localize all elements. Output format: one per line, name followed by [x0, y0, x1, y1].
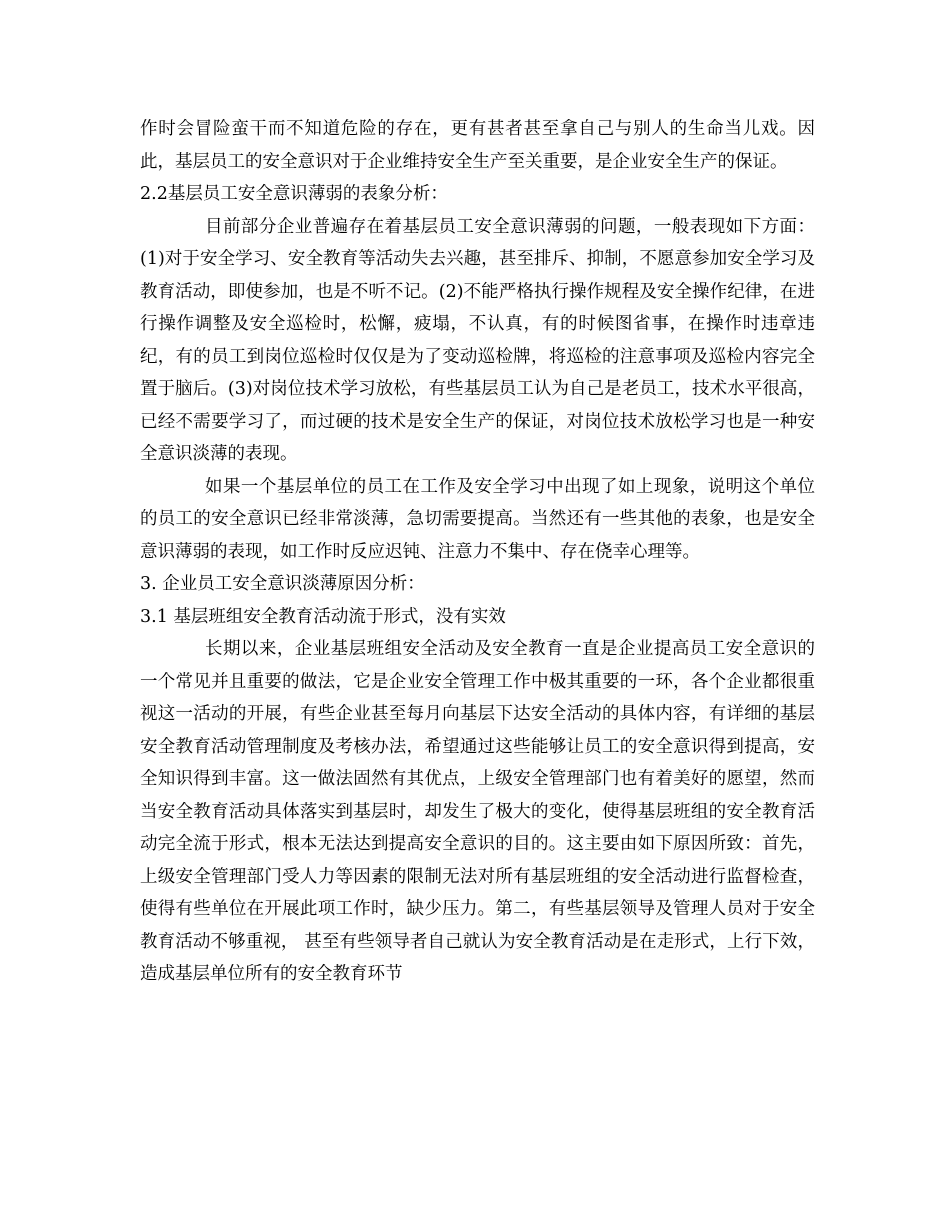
section-heading-3-1: 3.1 基层班组安全教育活动流于形式，没有实效 [140, 606, 506, 627]
paragraph-symptoms: 目前部分企业普遍存在着基层员工安全意识薄弱的问题，一般表现如下方面：(1)对于安全学习、安全教育等活动失去兴趣，甚至排斥、抑制，不愿意参加安全学习及教育活动，即使参加，也是不听不记。(2)不能严格执行操作规程及安全操作纪律，在进行操作调整及安全巡检时，松懈，疲塌，不认真，有的时候图省事，在操作时违章违纪，有的员工到岗位巡检时仅仅是为了变动巡检牌，将巡检的注意事项及巡检内容完全置于脑后。(3)对岗位技术学习放松，有些基层员工认为自己是老员工，技术水平很高，已经不需要学习了，而过硬的技术是安全生产的保证，对岗位技术放松学习也是一种安全意识淡薄的表现。 [140, 216, 815, 464]
paragraph-conclusion: 如果一个基层单位的员工在工作及安全学习中出现了如上现象，说明这个单位的员工的安全意识已经非常淡薄，急切需要提高。当然还有一些其他的表象，也是安全意识薄弱的表现，如工作时反应迟钝、注意力不集中、存在侥幸心理等。 [140, 476, 815, 562]
section-heading-3: 3. 企业员工安全意识淡薄原因分析： [140, 574, 425, 594]
section-heading-2-2: 2.2基层员工安全意识薄弱的表象分析： [140, 184, 448, 204]
paragraph-causes: 长期以来，企业基层班组安全活动及安全教育一直是企业提高员工安全意识的一个常见并且重要的做法，它是企业安全管理工作中极其重要的一环，各个企业都很重视这一活动的开展，有些企业甚至每月向基层下达安全活动的具体内容，有详细的基层安全教育活动管理制度及考核办法，希望通过这些能够让员工的安全意识得到提高，安全知识得到丰富。这一做法固然有其优点，上级安全管理部门也有着美好的愿望，然而当安全教育活动具体落实到基层时，却发生了极大的变化，使得基层班组的安全教育活动完全流于形式，根本无法达到提高安全意识的目的。这主要由如下原因所致：首先，上级安全管理部门受人力等因素的限制无法对所有基层班组的安全活动进行监督检查，使得有些单位在开展此项工作时，缺少压力。第二，有些基层领导及管理人员对于安全教育活动不够重视， 甚至有些领导者自己就认为安全教育活动是在走形式，上行下效，造成基层单位所有的安全教育环节 [140, 639, 815, 984]
paragraph-continuation: 作时会冒险蛮干而不知道危险的存在，更有甚者甚至拿自己与别人的生命当儿戏。因此，基层员工的安全意识对于企业维持安全生产至关重要，是企业安全生产的保证。 [140, 119, 815, 172]
document-body [140, 113, 815, 991]
